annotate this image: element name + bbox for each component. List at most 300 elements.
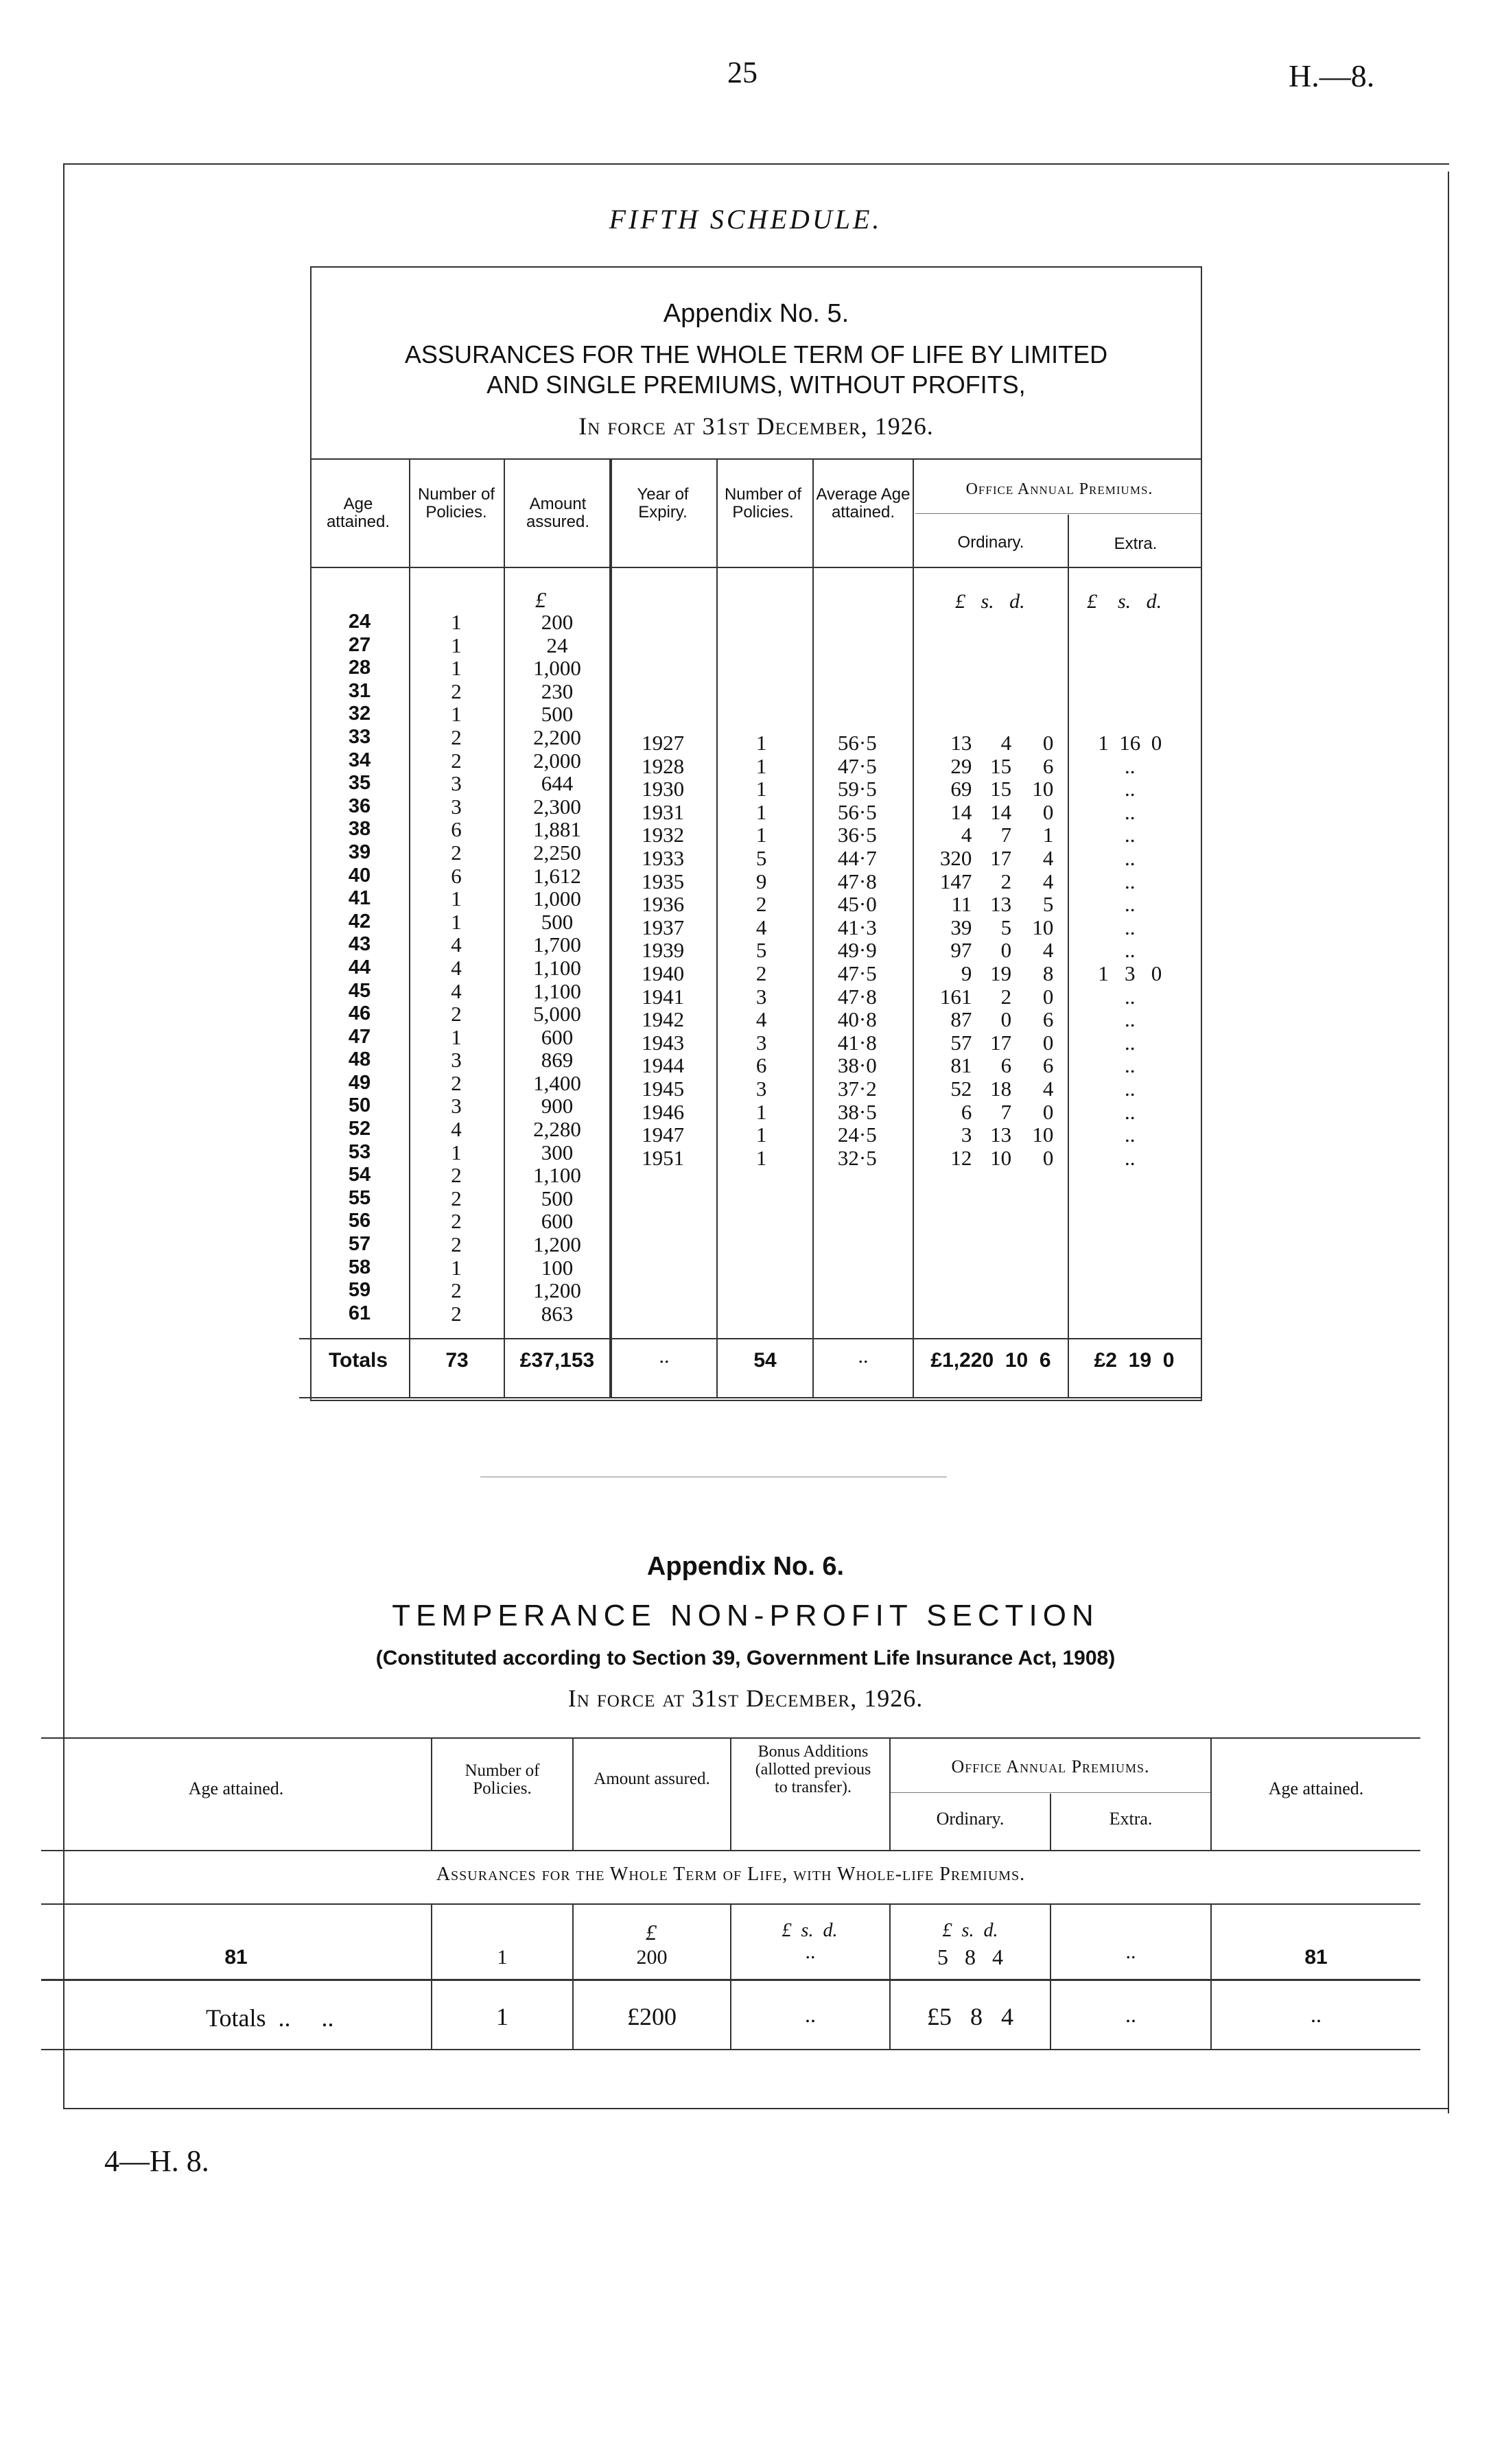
row-ordinary-pounds: 39 bbox=[950, 915, 972, 939]
row-amount: 300 bbox=[541, 1140, 574, 1164]
row-age: 42 bbox=[348, 910, 371, 932]
col-header-extra: Extra. bbox=[1114, 535, 1158, 553]
table-row bbox=[611, 1101, 1204, 1124]
a6-totals-bonus: .. bbox=[805, 2002, 816, 2027]
row-amount: 500 bbox=[541, 1186, 574, 1210]
row-age: 54 bbox=[348, 1164, 371, 1186]
row-avg-age: 56·5 bbox=[837, 799, 877, 824]
row-year: 1936 bbox=[642, 892, 685, 917]
col-header-age: Age attained. bbox=[326, 495, 390, 531]
row-year: 1940 bbox=[642, 961, 685, 985]
row-amount: 869 bbox=[541, 1048, 574, 1072]
table-row bbox=[611, 1054, 1204, 1077]
row-age: 53 bbox=[348, 1140, 371, 1163]
row-number: 2 bbox=[451, 1002, 462, 1026]
row-avg-age: 41·3 bbox=[837, 915, 877, 939]
row-age: 58 bbox=[348, 1256, 371, 1278]
row-age: 61 bbox=[348, 1302, 371, 1324]
totals-avg: .. bbox=[858, 1345, 869, 1368]
row-extra: .. bbox=[1124, 799, 1136, 824]
unit-extra: £ s. d. bbox=[1087, 590, 1162, 613]
row-avg-age: 56·5 bbox=[837, 731, 877, 755]
row-extra: .. bbox=[1124, 753, 1136, 778]
row-number: 3 bbox=[451, 771, 462, 796]
a6-section-label: Assurances for the Whole Term of Life, with Whole-life Premiums. bbox=[436, 1864, 1026, 1885]
totals-amount: £37,153 bbox=[519, 1349, 595, 1372]
table-row bbox=[611, 916, 1204, 939]
row-ordinary-shillings: 13 bbox=[990, 1123, 1012, 1147]
row-avg-age: 24·5 bbox=[837, 1123, 877, 1147]
row-ordinary-pounds: 4 bbox=[961, 823, 972, 847]
row-ordinary-pence: 10 bbox=[1032, 1123, 1054, 1147]
row-ordinary-pounds: 11 bbox=[951, 892, 972, 917]
row-amount: 600 bbox=[541, 1209, 574, 1234]
row-age: 52 bbox=[348, 1118, 371, 1140]
a6-totals-label: Totals .. .. bbox=[206, 2004, 334, 2032]
row-number2: 2 bbox=[755, 961, 767, 985]
table-row bbox=[310, 703, 611, 726]
row-number: 2 bbox=[451, 1232, 462, 1257]
row-extra: .. bbox=[1124, 1053, 1136, 1078]
row-extra: .. bbox=[1124, 984, 1136, 1009]
row-extra: .. bbox=[1124, 777, 1136, 801]
table-row bbox=[310, 1094, 611, 1118]
row-avg-age: 47·8 bbox=[837, 984, 877, 1009]
row-age: 57 bbox=[348, 1233, 371, 1256]
row-avg-age: 47·5 bbox=[837, 753, 877, 778]
page-number: 25 bbox=[727, 56, 758, 89]
row-extra: .. bbox=[1124, 869, 1136, 893]
row-number2: 5 bbox=[755, 845, 767, 870]
row-amount: 1,200 bbox=[533, 1232, 581, 1257]
table-row bbox=[611, 1031, 1204, 1055]
row-number: 3 bbox=[451, 794, 462, 819]
row-number2: 1 bbox=[755, 1123, 767, 1147]
appendix5-heading-line1: ASSURANCES FOR THE WHOLE TERM OF LIFE BY LIMITED bbox=[404, 340, 1108, 368]
office-sub-rule bbox=[915, 513, 1201, 514]
row-avg-age: 41·8 bbox=[837, 1030, 877, 1055]
row-ordinary-pounds: 69 bbox=[950, 777, 972, 801]
row-number: 4 bbox=[451, 1117, 462, 1142]
table-row bbox=[611, 1077, 1204, 1101]
row-number: 6 bbox=[451, 817, 462, 842]
table-row bbox=[310, 957, 611, 980]
row-number: 2 bbox=[451, 1278, 462, 1303]
totals-ordinary: £1,220 10 6 bbox=[930, 1349, 1051, 1372]
a6-col-amount: Amount assured. bbox=[594, 1770, 710, 1788]
table-row bbox=[310, 657, 611, 680]
appendix5-heading-line2: AND SINGLE PREMIUMS, WITHOUT PROFITS, bbox=[486, 371, 1026, 399]
appendix6-constituted: (Constituted according to Section 39, Government Life Insurance Act, 1908) bbox=[375, 1647, 1116, 1669]
row-number: 1 bbox=[451, 887, 462, 911]
appendix6-in-force: In force at 31st December, 1926. bbox=[567, 1685, 924, 1712]
row-ordinary-pence: 6 bbox=[1042, 1053, 1054, 1078]
row-ordinary-pounds: 147 bbox=[939, 869, 972, 893]
col-header-ordinary: Ordinary. bbox=[957, 533, 1024, 552]
row-ordinary-pounds: 97 bbox=[950, 938, 972, 963]
row-age: 45 bbox=[348, 979, 371, 1002]
row-amount: 2,300 bbox=[533, 794, 581, 819]
col-header-amount: Amount assured. bbox=[526, 495, 590, 531]
a6-col-bonus: Bonus Additions (allotted previous to transfer). bbox=[755, 1743, 871, 1796]
table-row bbox=[310, 865, 611, 888]
row-number: 6 bbox=[451, 863, 462, 888]
a6-col-number: Number of Policies. bbox=[465, 1761, 540, 1798]
row-age: 41 bbox=[348, 887, 371, 910]
row-extra: .. bbox=[1124, 1076, 1136, 1101]
row-age: 56 bbox=[348, 1210, 371, 1232]
row-ordinary-shillings: 18 bbox=[990, 1076, 1012, 1101]
totals-year: .. bbox=[659, 1345, 670, 1368]
row-ordinary-pence: 0 bbox=[1042, 1099, 1054, 1124]
row-ordinary-pounds: 320 bbox=[939, 845, 972, 870]
row-number: 2 bbox=[451, 1301, 462, 1326]
row-amount: 644 bbox=[541, 771, 574, 796]
row-ordinary-shillings: 15 bbox=[990, 777, 1012, 801]
table-row bbox=[611, 870, 1204, 893]
row-number2: 3 bbox=[755, 1076, 767, 1101]
row-age: 49 bbox=[348, 1071, 371, 1094]
a6-vrule-b6 bbox=[1210, 1905, 1212, 2050]
row-age: 50 bbox=[348, 1094, 371, 1117]
row-year: 1932 bbox=[642, 823, 685, 847]
a6-totals-extra: .. bbox=[1125, 2002, 1136, 2027]
table-row bbox=[611, 1147, 1204, 1170]
row-ordinary-pounds: 161 bbox=[939, 984, 972, 1009]
row-ordinary-pence: 0 bbox=[1042, 731, 1054, 755]
row-number: 2 bbox=[451, 679, 462, 703]
row-number2: 3 bbox=[755, 1030, 767, 1055]
row-age: 59 bbox=[348, 1279, 371, 1302]
row-age: 27 bbox=[348, 633, 371, 656]
row-age: 47 bbox=[348, 1025, 371, 1048]
row-amount: 1,000 bbox=[533, 887, 581, 911]
table-row bbox=[310, 1141, 611, 1164]
row-avg-age: 40·8 bbox=[837, 1007, 877, 1032]
row-amount: 2,250 bbox=[533, 840, 581, 865]
row-year: 1951 bbox=[642, 1145, 685, 1170]
row-amount: 5,000 bbox=[533, 1002, 581, 1026]
row-amount: 863 bbox=[541, 1301, 574, 1326]
a6-col-office: Office Annual Premiums. bbox=[951, 1757, 1150, 1776]
row-extra: .. bbox=[1124, 892, 1136, 917]
table-row bbox=[310, 933, 611, 957]
row-amount: 2,000 bbox=[533, 748, 581, 773]
row-ordinary-shillings: 13 bbox=[990, 892, 1012, 917]
a6-unit-bonus: £ s. d. bbox=[782, 1920, 838, 1941]
row-extra: .. bbox=[1124, 1030, 1136, 1055]
appendix6-title: Appendix No. 6. bbox=[646, 1552, 845, 1581]
row-ordinary-pence: 0 bbox=[1042, 799, 1054, 824]
row-ordinary-pounds: 3 bbox=[961, 1123, 972, 1147]
table-row bbox=[310, 911, 611, 934]
row-number2: 1 bbox=[755, 777, 767, 801]
row-ordinary-pence: 5 bbox=[1042, 892, 1054, 917]
a6-row-bonus: .. bbox=[805, 1940, 816, 1963]
row-age: 33 bbox=[348, 725, 371, 748]
row-avg-age: 38·0 bbox=[837, 1053, 877, 1078]
row-number: 1 bbox=[451, 1024, 462, 1049]
row-age: 38 bbox=[348, 818, 371, 841]
a6-vrule-3 bbox=[730, 1739, 731, 1850]
row-age: 36 bbox=[348, 795, 371, 817]
document-reference: H.—8. bbox=[1289, 58, 1375, 93]
a6-row-age: 81 bbox=[224, 1946, 248, 1969]
row-ordinary-shillings: 2 bbox=[1000, 869, 1012, 893]
a6-totals-ordinary: £5 8 4 bbox=[927, 2003, 1013, 2030]
row-extra: .. bbox=[1124, 1145, 1136, 1170]
row-number2: 1 bbox=[755, 799, 767, 824]
table-row bbox=[310, 1279, 611, 1302]
row-avg-age: 38·5 bbox=[837, 1099, 877, 1124]
col-header-number: Number of Policies. bbox=[417, 485, 495, 521]
a6-totals-number: 1 bbox=[496, 2003, 508, 2030]
schedule-title: FIFTH SCHEDULE. bbox=[609, 204, 882, 235]
table-row bbox=[611, 731, 1204, 755]
row-number: 2 bbox=[451, 1163, 462, 1188]
unit-amount: £ bbox=[535, 587, 546, 612]
table-row bbox=[310, 1187, 611, 1210]
a6-header-bottom-rule bbox=[41, 1850, 1420, 1851]
row-year: 1945 bbox=[642, 1076, 685, 1101]
a6-row-ordinary: 5 8 4 bbox=[937, 1945, 1003, 1969]
row-number: 1 bbox=[451, 909, 462, 934]
a6-col-ordinary: Ordinary. bbox=[936, 1809, 1005, 1829]
table-row bbox=[611, 1123, 1204, 1147]
row-year: 1927 bbox=[642, 731, 685, 755]
row-number: 2 bbox=[451, 725, 462, 749]
row-age: 24 bbox=[348, 611, 371, 633]
row-number2: 1 bbox=[755, 823, 767, 847]
row-amount: 1,000 bbox=[533, 656, 581, 681]
totals-number2: 54 bbox=[753, 1349, 777, 1372]
row-ordinary-pounds: 14 bbox=[950, 799, 972, 824]
row-year: 1942 bbox=[642, 1007, 685, 1032]
row-number2: 4 bbox=[755, 1007, 767, 1032]
row-number: 1 bbox=[451, 633, 462, 657]
table-row bbox=[310, 772, 611, 795]
table-row bbox=[310, 980, 611, 1003]
row-extra: .. bbox=[1124, 1007, 1136, 1032]
row-ordinary-pence: 10 bbox=[1032, 777, 1054, 801]
row-ordinary-pence: 0 bbox=[1042, 1145, 1054, 1170]
table-row bbox=[310, 680, 611, 703]
table-row bbox=[310, 795, 611, 819]
col-header-avg-age: Average Age attained. bbox=[816, 485, 911, 521]
row-number: 1 bbox=[451, 702, 462, 727]
row-amount: 24 bbox=[546, 633, 568, 657]
row-amount: 230 bbox=[541, 679, 574, 703]
row-avg-age: 45·0 bbox=[837, 892, 877, 917]
table-row bbox=[310, 1118, 611, 1141]
a6-col-age-left: Age attained. bbox=[188, 1779, 284, 1798]
totals-top-rule bbox=[299, 1338, 1201, 1339]
table-row bbox=[310, 1210, 611, 1233]
row-ordinary-shillings: 19 bbox=[990, 961, 1012, 985]
row-ordinary-shillings: 0 bbox=[1000, 938, 1012, 963]
row-ordinary-shillings: 6 bbox=[1000, 1053, 1012, 1078]
row-amount: 900 bbox=[541, 1094, 574, 1118]
row-age: 40 bbox=[348, 864, 371, 887]
row-ordinary-pence: 0 bbox=[1042, 1030, 1054, 1055]
row-ordinary-pounds: 29 bbox=[950, 753, 972, 778]
row-amount: 2,200 bbox=[533, 725, 581, 749]
totals-bottom-rule bbox=[299, 1397, 1201, 1398]
row-number2: 3 bbox=[755, 984, 767, 1009]
a6-vrule-b5 bbox=[1050, 1905, 1051, 2050]
row-number2: 1 bbox=[755, 1145, 767, 1170]
row-avg-age: 32·5 bbox=[837, 1145, 877, 1170]
table-row bbox=[310, 841, 611, 865]
row-number: 2 bbox=[451, 1209, 462, 1234]
row-age: 55 bbox=[348, 1186, 371, 1209]
row-amount: 1,100 bbox=[533, 978, 581, 1003]
row-ordinary-shillings: 2 bbox=[1000, 984, 1012, 1009]
row-number: 2 bbox=[451, 748, 462, 773]
row-ordinary-pence: 4 bbox=[1042, 869, 1054, 893]
row-number: 4 bbox=[451, 955, 462, 980]
rows-right bbox=[611, 731, 1204, 1169]
a6-row-extra: .. bbox=[1125, 1940, 1136, 1963]
row-extra: 1 16 0 bbox=[1098, 731, 1162, 755]
row-number2: 1 bbox=[755, 753, 767, 778]
table-row bbox=[611, 847, 1204, 870]
row-age: 31 bbox=[348, 679, 371, 702]
appendix5-title: Appendix No. 5. bbox=[663, 299, 849, 328]
row-number: 1 bbox=[451, 1255, 462, 1280]
row-avg-age: 49·9 bbox=[837, 938, 877, 963]
row-age: 32 bbox=[348, 703, 371, 725]
row-number: 2 bbox=[451, 1186, 462, 1210]
row-ordinary-pounds: 13 bbox=[950, 731, 972, 755]
row-avg-age: 37·2 bbox=[837, 1076, 877, 1101]
table-row bbox=[310, 1164, 611, 1187]
row-year: 1941 bbox=[642, 984, 685, 1009]
row-ordinary-shillings: 15 bbox=[990, 753, 1012, 778]
a6-row-amount: 200 bbox=[636, 1946, 668, 1969]
row-ordinary-pence: 1 bbox=[1042, 823, 1054, 847]
row-number: 4 bbox=[451, 932, 462, 957]
row-ordinary-pence: 0 bbox=[1042, 984, 1054, 1009]
row-year: 1937 bbox=[642, 915, 685, 939]
row-amount: 1,700 bbox=[533, 932, 581, 957]
a6-totals-age-right: .. bbox=[1311, 2002, 1322, 2027]
table-row bbox=[611, 755, 1204, 778]
row-ordinary-shillings: 0 bbox=[1000, 1007, 1012, 1032]
outer-frame-left bbox=[63, 163, 64, 2109]
row-number2: 5 bbox=[755, 938, 767, 963]
row-ordinary-pence: 4 bbox=[1042, 938, 1054, 963]
row-ordinary-shillings: 10 bbox=[990, 1145, 1012, 1170]
row-age: 46 bbox=[348, 1002, 371, 1025]
row-extra: .. bbox=[1124, 938, 1136, 963]
row-amount: 1,200 bbox=[533, 1278, 581, 1303]
row-amount: 1,100 bbox=[533, 955, 581, 980]
table-row bbox=[611, 777, 1204, 801]
row-ordinary-pounds: 52 bbox=[950, 1076, 972, 1101]
row-amount: 500 bbox=[541, 909, 574, 934]
row-age: 43 bbox=[348, 933, 371, 956]
row-ordinary-pounds: 12 bbox=[950, 1145, 972, 1170]
row-ordinary-pence: 10 bbox=[1032, 915, 1054, 939]
row-ordinary-shillings: 4 bbox=[1000, 731, 1012, 755]
col-header-year: Year of Expiry. bbox=[637, 485, 689, 521]
row-amount: 500 bbox=[541, 702, 574, 727]
totals-number: 73 bbox=[445, 1349, 469, 1372]
row-amount: 1,612 bbox=[533, 863, 581, 888]
row-ordinary-shillings: 7 bbox=[1000, 823, 1012, 847]
footer-signature: 4—H. 8. bbox=[104, 2144, 209, 2178]
row-amount: 1,881 bbox=[533, 817, 581, 842]
row-ordinary-shillings: 17 bbox=[990, 845, 1012, 870]
row-number: 2 bbox=[451, 840, 462, 865]
row-ordinary-pounds: 9 bbox=[961, 961, 972, 985]
row-avg-age: 44·7 bbox=[837, 845, 877, 870]
table-row bbox=[310, 726, 611, 749]
row-amount: 100 bbox=[541, 1255, 574, 1280]
row-year: 1933 bbox=[642, 845, 685, 870]
row-avg-age: 47·5 bbox=[837, 961, 877, 985]
table-row bbox=[310, 749, 611, 773]
a6-col-extra: Extra. bbox=[1109, 1809, 1153, 1829]
row-ordinary-pence: 4 bbox=[1042, 845, 1054, 870]
table-row bbox=[611, 962, 1204, 985]
row-number2: 9 bbox=[755, 869, 767, 893]
outer-frame-right bbox=[1448, 172, 1449, 2113]
table-row bbox=[310, 611, 611, 634]
row-ordinary-pounds: 87 bbox=[950, 1007, 972, 1032]
row-avg-age: 59·5 bbox=[837, 777, 877, 801]
row-number: 1 bbox=[451, 1140, 462, 1164]
a6-totals-amount: £200 bbox=[627, 2003, 677, 2030]
row-age: 28 bbox=[348, 657, 371, 679]
a6-office-sub-rule bbox=[891, 1792, 1210, 1793]
row-number2: 2 bbox=[755, 892, 767, 917]
row-number: 1 bbox=[451, 610, 462, 634]
table-row bbox=[611, 985, 1204, 1009]
totals-extra: £2 19 0 bbox=[1094, 1349, 1175, 1372]
a6-vrule-4 bbox=[889, 1739, 891, 1850]
row-year: 1946 bbox=[642, 1099, 685, 1124]
row-year: 1943 bbox=[642, 1030, 685, 1055]
row-number: 1 bbox=[451, 656, 462, 681]
row-avg-age: 36·5 bbox=[837, 823, 877, 847]
row-ordinary-pence: 6 bbox=[1042, 1007, 1054, 1032]
row-ordinary-shillings: 7 bbox=[1000, 1099, 1012, 1124]
row-ordinary-pounds: 57 bbox=[950, 1030, 972, 1055]
row-ordinary-pounds: 6 bbox=[961, 1099, 972, 1124]
row-ordinary-shillings: 17 bbox=[990, 1030, 1012, 1055]
row-ordinary-pence: 8 bbox=[1042, 961, 1054, 985]
table-row bbox=[611, 1008, 1204, 1031]
row-ordinary-pence: 6 bbox=[1042, 753, 1054, 778]
row-extra: .. bbox=[1124, 823, 1136, 847]
row-age: 44 bbox=[348, 956, 371, 978]
table-row bbox=[310, 1256, 611, 1280]
table-row bbox=[310, 1026, 611, 1049]
table-row bbox=[310, 887, 611, 911]
table-row bbox=[611, 893, 1204, 916]
appendix5-in-force: In force at 31st December, 1926. bbox=[578, 412, 934, 440]
row-year: 1947 bbox=[642, 1123, 685, 1147]
unit-ordinary: £ s. d. bbox=[955, 590, 1025, 613]
table-row bbox=[310, 634, 611, 657]
row-number2: 4 bbox=[755, 915, 767, 939]
table-row bbox=[611, 823, 1204, 847]
row-extra: .. bbox=[1124, 1099, 1136, 1124]
row-number2: 1 bbox=[755, 1099, 767, 1124]
row-amount: 1,100 bbox=[533, 1163, 581, 1188]
